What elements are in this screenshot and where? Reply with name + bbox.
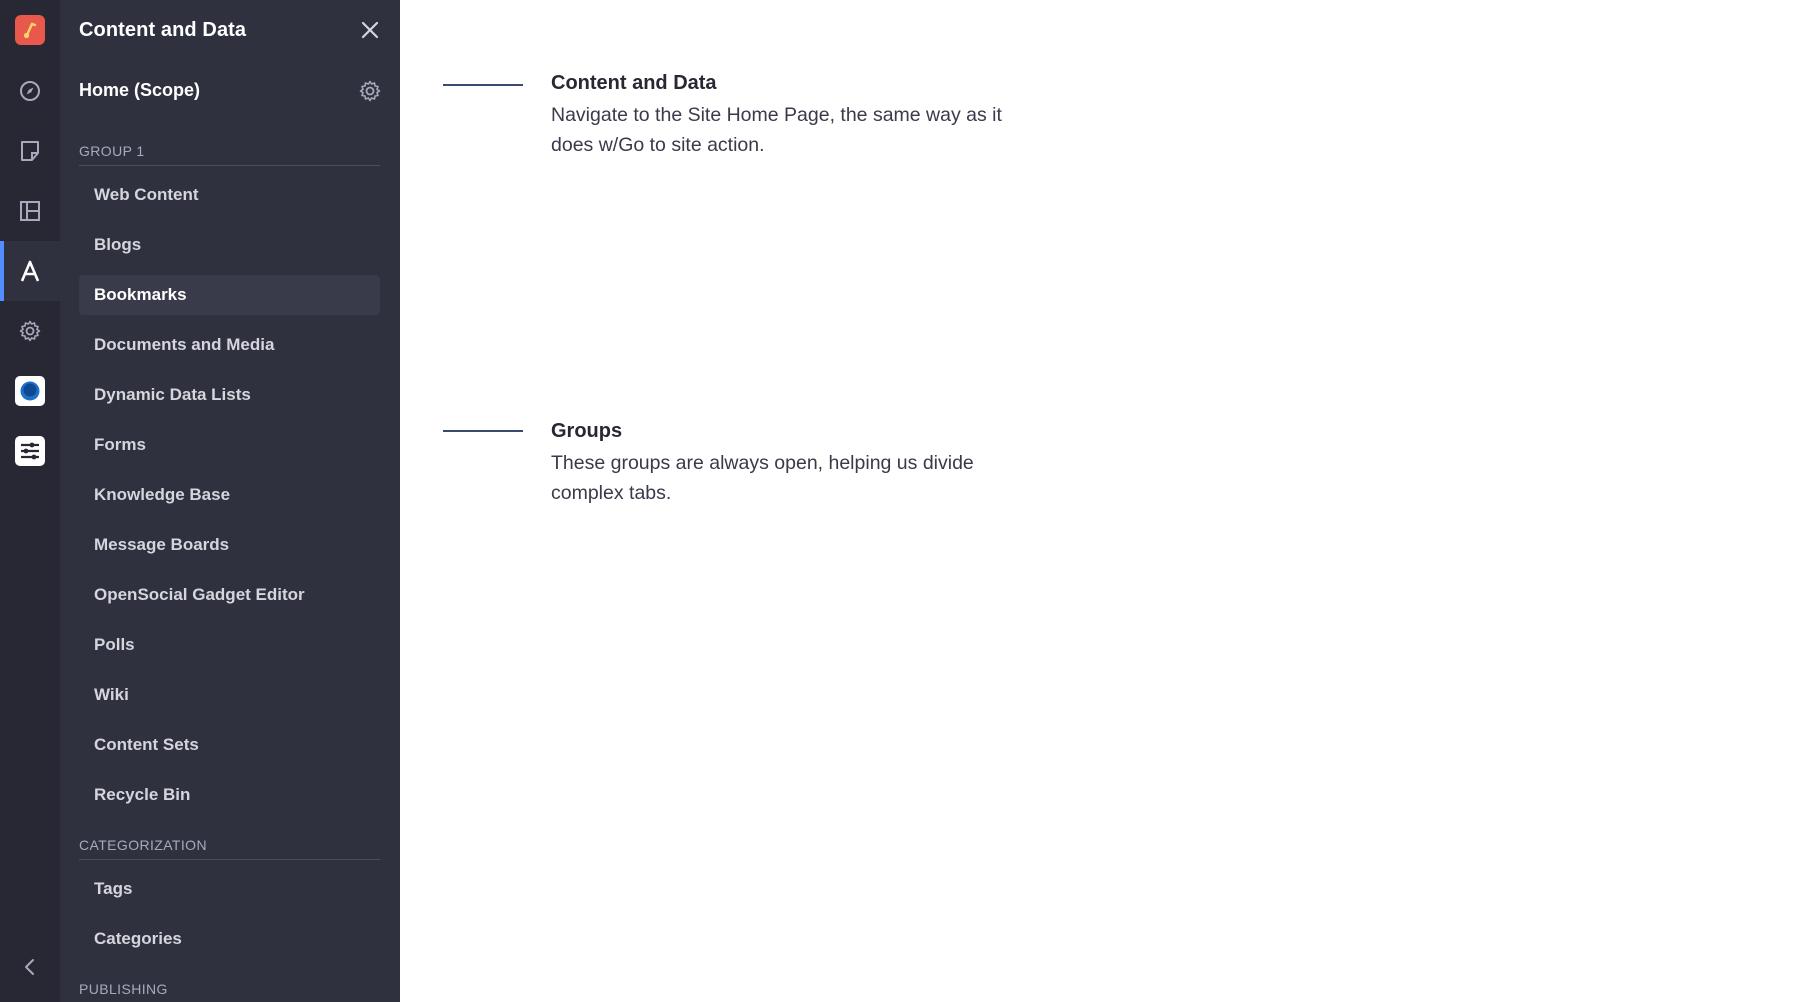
group-header-categorization: CATEGORIZATION — [79, 837, 380, 860]
menu-item-message-boards[interactable]: Message Boards — [94, 535, 230, 554]
scope-selector[interactable]: Home (Scope) — [79, 80, 201, 100]
menu-item-dynamic-data-lists[interactable]: Dynamic Data Lists — [94, 385, 251, 404]
annotation-title-groups: Groups — [551, 420, 623, 442]
group-header-group-1: GROUP 1 — [79, 143, 380, 166]
menu-item-web-content[interactable]: Web Content — [94, 185, 199, 204]
chevron-left-icon[interactable] — [0, 937, 60, 997]
avatar-icon[interactable] — [0, 361, 60, 421]
annotation-line-groups — [443, 430, 523, 432]
layout-icon[interactable] — [0, 181, 60, 241]
menu-item-opensocial-gadget-editor[interactable]: OpenSocial Gadget Editor — [94, 585, 305, 604]
annotation-body-content-and-data: Navigate to the Site Home Page, the same way as it does w/Go to site action. — [551, 104, 1002, 156]
close-icon — [361, 21, 379, 39]
product-menu-rail — [0, 0, 60, 1002]
gear-icon[interactable] — [0, 301, 60, 361]
page-icon[interactable] — [0, 121, 60, 181]
menu-item-bookmarks[interactable]: Bookmarks — [79, 275, 380, 315]
annotation-body-groups: These groups are always open, helping us divide complex tabs. — [551, 452, 974, 504]
menu-item-tags[interactable]: Tags — [94, 879, 133, 898]
menu-item-categories[interactable]: Categories — [94, 929, 182, 948]
menu-item-recycle-bin[interactable]: Recycle Bin — [94, 785, 191, 804]
sliders-icon[interactable] — [0, 421, 60, 481]
menu-item-wiki[interactable]: Wiki — [94, 685, 129, 704]
content-and-data-icon[interactable] — [0, 241, 60, 301]
menu-item-blogs[interactable]: Blogs — [94, 235, 142, 254]
menu-item-knowledge-base[interactable]: Knowledge Base — [94, 485, 231, 504]
menu-item-forms[interactable]: Forms — [94, 435, 146, 454]
gear-icon — [358, 79, 382, 103]
group-header-publishing: PUBLISHING — [79, 981, 380, 1002]
menu-item-documents-and-media[interactable]: Documents and Media — [94, 335, 275, 354]
menu-item-polls[interactable]: Polls — [94, 635, 135, 654]
menu-item-content-sets[interactable]: Content Sets — [94, 735, 199, 754]
app-logo-icon[interactable] — [0, 0, 60, 60]
annotation-title-content-and-data: Content and Data — [551, 72, 717, 94]
annotation-line-content-and-data — [443, 84, 523, 86]
scope-settings-button[interactable] — [357, 78, 383, 104]
close-button[interactable] — [355, 15, 385, 45]
panel-title: Content and Data — [79, 19, 247, 41]
product-menu-panel — [60, 0, 400, 1002]
compass-icon[interactable] — [0, 61, 60, 121]
